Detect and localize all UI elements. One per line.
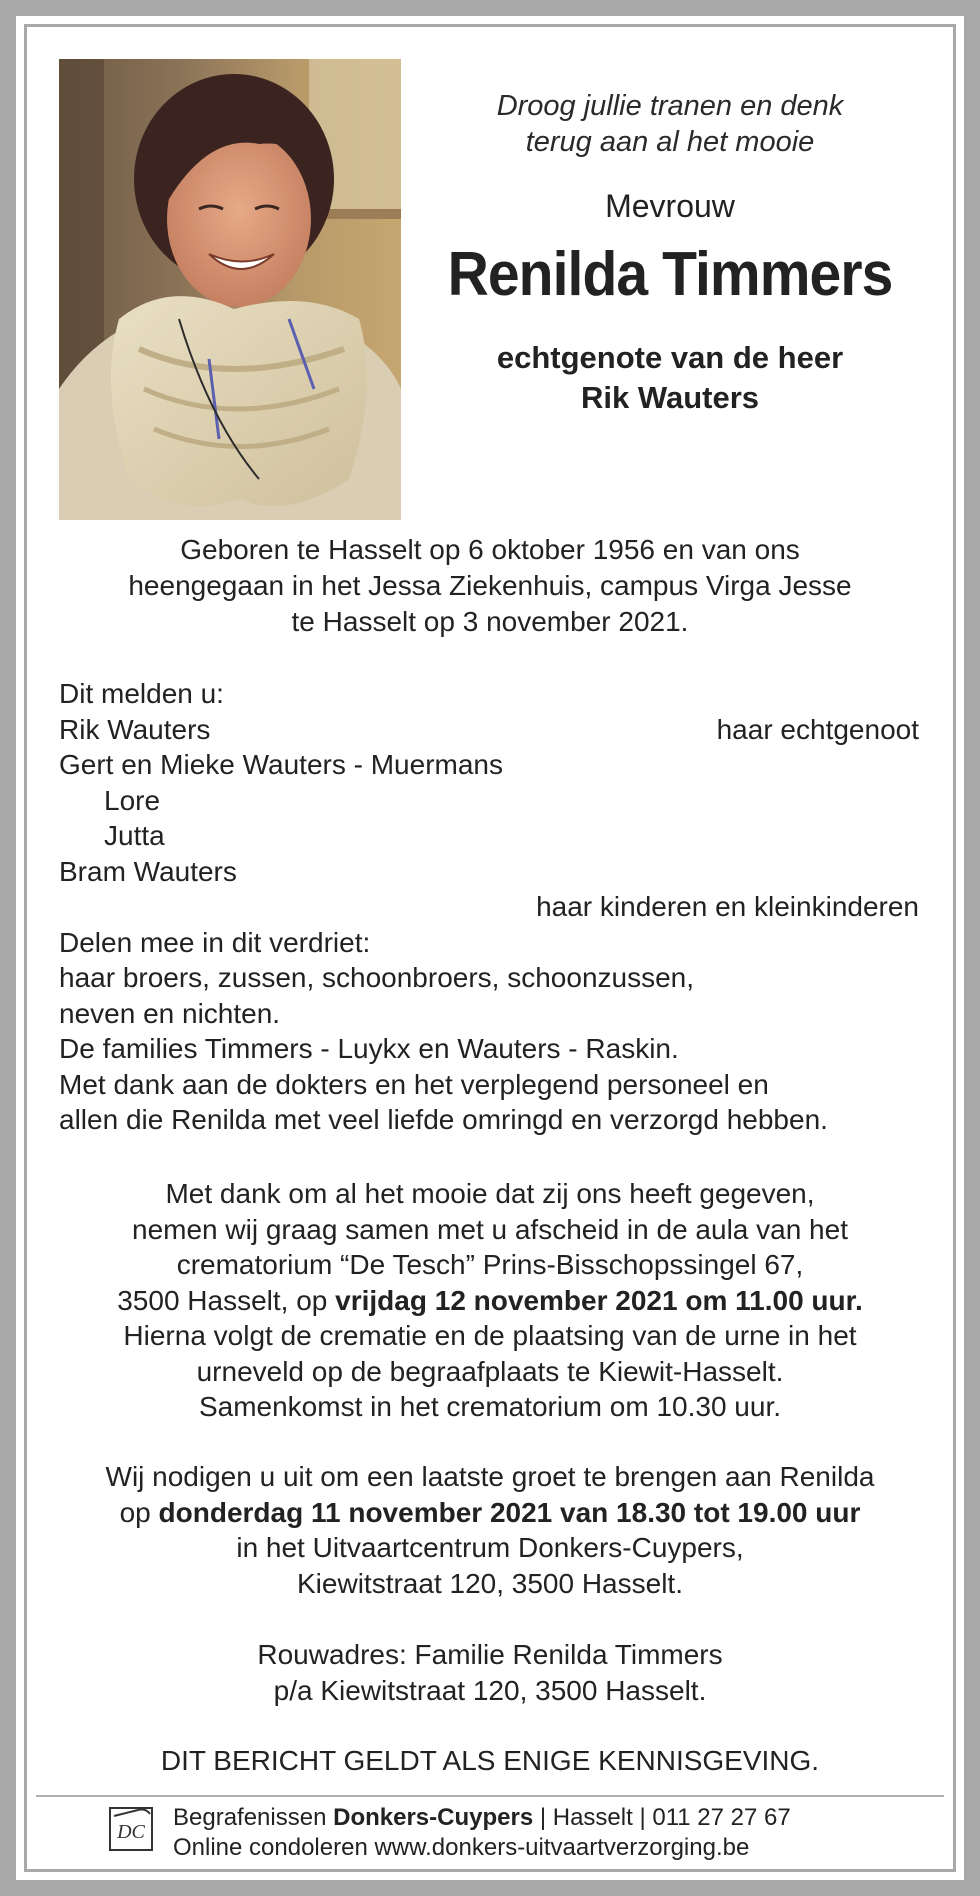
visit-line-1: Wij nodigen u uit om een laatste groet te brengen aan Renilda — [105, 1461, 875, 1492]
motto-line-2: terug aan al het mooie — [525, 126, 815, 158]
born-line-3: te Hasselt op 3 november 2021. — [291, 606, 689, 637]
funeral-home-logo-icon — [108, 1806, 154, 1852]
footer — [108, 1803, 928, 1863]
visit-line-2-prefix: op — [119, 1496, 159, 1528]
ceremony-line-5: Hierna volgt de crematie en de plaatsing van de urne in het — [123, 1320, 857, 1351]
motto-line-1: Droog jullie tranen en denk — [496, 90, 844, 122]
announcement-list — [59, 676, 919, 1138]
grandchild-2: Jutta — [104, 820, 165, 851]
footer-line-1 — [173, 1803, 791, 1833]
footer-divider — [36, 1795, 944, 1797]
ceremony-line-2: nemen wij graag samen met u afscheid in de aula van het — [132, 1213, 848, 1245]
ceremony-paragraph — [40, 1176, 940, 1425]
visit-line-4: Kiewitstraat 120, 3500 Hasselt. — [297, 1567, 683, 1599]
born-line-2: heengegaan in het Jessa Ziekenhuis, campus Virga Jesse — [128, 570, 852, 601]
spouse-name: Rik Wauters — [59, 713, 211, 745]
visitation-paragraph — [40, 1459, 940, 1601]
thanks-line-1: Met dank aan de dokters en het verplegend personeel en — [59, 1068, 769, 1100]
footer-line-2: Online condoleren www.donkers-uitvaartverzorging.be — [173, 1834, 750, 1861]
motto — [420, 88, 920, 160]
spouse-role: haar echtgenoot — [716, 713, 919, 745]
child-2: Bram Wauters — [59, 855, 237, 887]
footer-line-1-prefix: Begrafenissen — [173, 1804, 334, 1831]
spouse-line-2: Rik Wauters — [580, 380, 759, 415]
child-1: Gert en Mieke Wauters - Muermans — [59, 749, 503, 780]
ceremony-line-3: crematorium “De Tesch” Prins-Bisschopssingel 67, — [176, 1249, 804, 1280]
footer-text — [173, 1803, 791, 1863]
header-block — [420, 58, 920, 418]
visit-line-3: in het Uitvaartcentrum Donkers-Cuypers, — [236, 1532, 744, 1563]
grandchild-1: Lore — [104, 784, 161, 816]
spouse-block — [420, 338, 920, 418]
address-line-1: Rouwadres: Familie Renilda Timmers — [257, 1639, 723, 1670]
ceremony-line-4 — [40, 1283, 940, 1319]
funeral-home-name: Donkers-Cuypers — [333, 1804, 534, 1831]
mourning-address — [40, 1637, 940, 1708]
spouse-row — [59, 712, 919, 748]
birth-death-paragraph — [40, 532, 940, 640]
portrait-photo — [59, 59, 401, 520]
address-line-2: p/a Kiewitstraat 120, 3500 Hasselt. — [273, 1674, 707, 1706]
logo-text: DC — [117, 1821, 145, 1843]
ceremony-line-1: Met dank om al het mooie dat zij ons heeft gegeven, — [165, 1178, 815, 1209]
deceased-name: Renilda Timmers — [447, 240, 893, 309]
visit-line-2 — [40, 1495, 940, 1531]
ceremony-line-7: Samenkomst in het crematorium om 10.30 uur. — [198, 1391, 782, 1422]
families: De families Timmers - Luykx en Wauters - Raskin. — [59, 1033, 679, 1064]
title-prefix: Mevrouw — [605, 188, 735, 224]
ceremony-line-4-prefix: 3500 Hasselt, op — [117, 1284, 336, 1316]
footer-line-1-suffix: | Hasselt | 011 27 27 67 — [533, 1804, 791, 1831]
children-role: haar kinderen en kleinkinderen — [536, 891, 919, 922]
notice: DIT BERICHT GELDT ALS ENIGE KENNISGEVING. — [160, 1745, 820, 1776]
visit-date: donderdag 11 november 2021 van 18.30 tot 19.00 uur — [158, 1496, 861, 1528]
relatives-line-1: haar broers, zussen, schoonbroers, schoonzussen, — [59, 962, 695, 993]
ceremony-line-6: urneveld op de begraafplaats te Kiewit-Hasselt. — [196, 1355, 784, 1387]
spouse-line-1: echtgenote van de heer — [496, 340, 844, 375]
ceremony-date: vrijdag 12 november 2021 om 11.00 uur. — [335, 1284, 863, 1316]
thanks-line-2: allen die Renilda met veel liefde omringd en verzorgd hebben. — [59, 1104, 828, 1135]
relatives-line-2: neven en nichten. — [59, 997, 281, 1029]
born-line-1: Geboren te Hasselt op 6 oktober 1956 en van ons — [180, 534, 800, 565]
share-intro: Delen mee in dit verdriet: — [59, 926, 371, 958]
announce-intro: Dit melden u: — [59, 678, 224, 709]
